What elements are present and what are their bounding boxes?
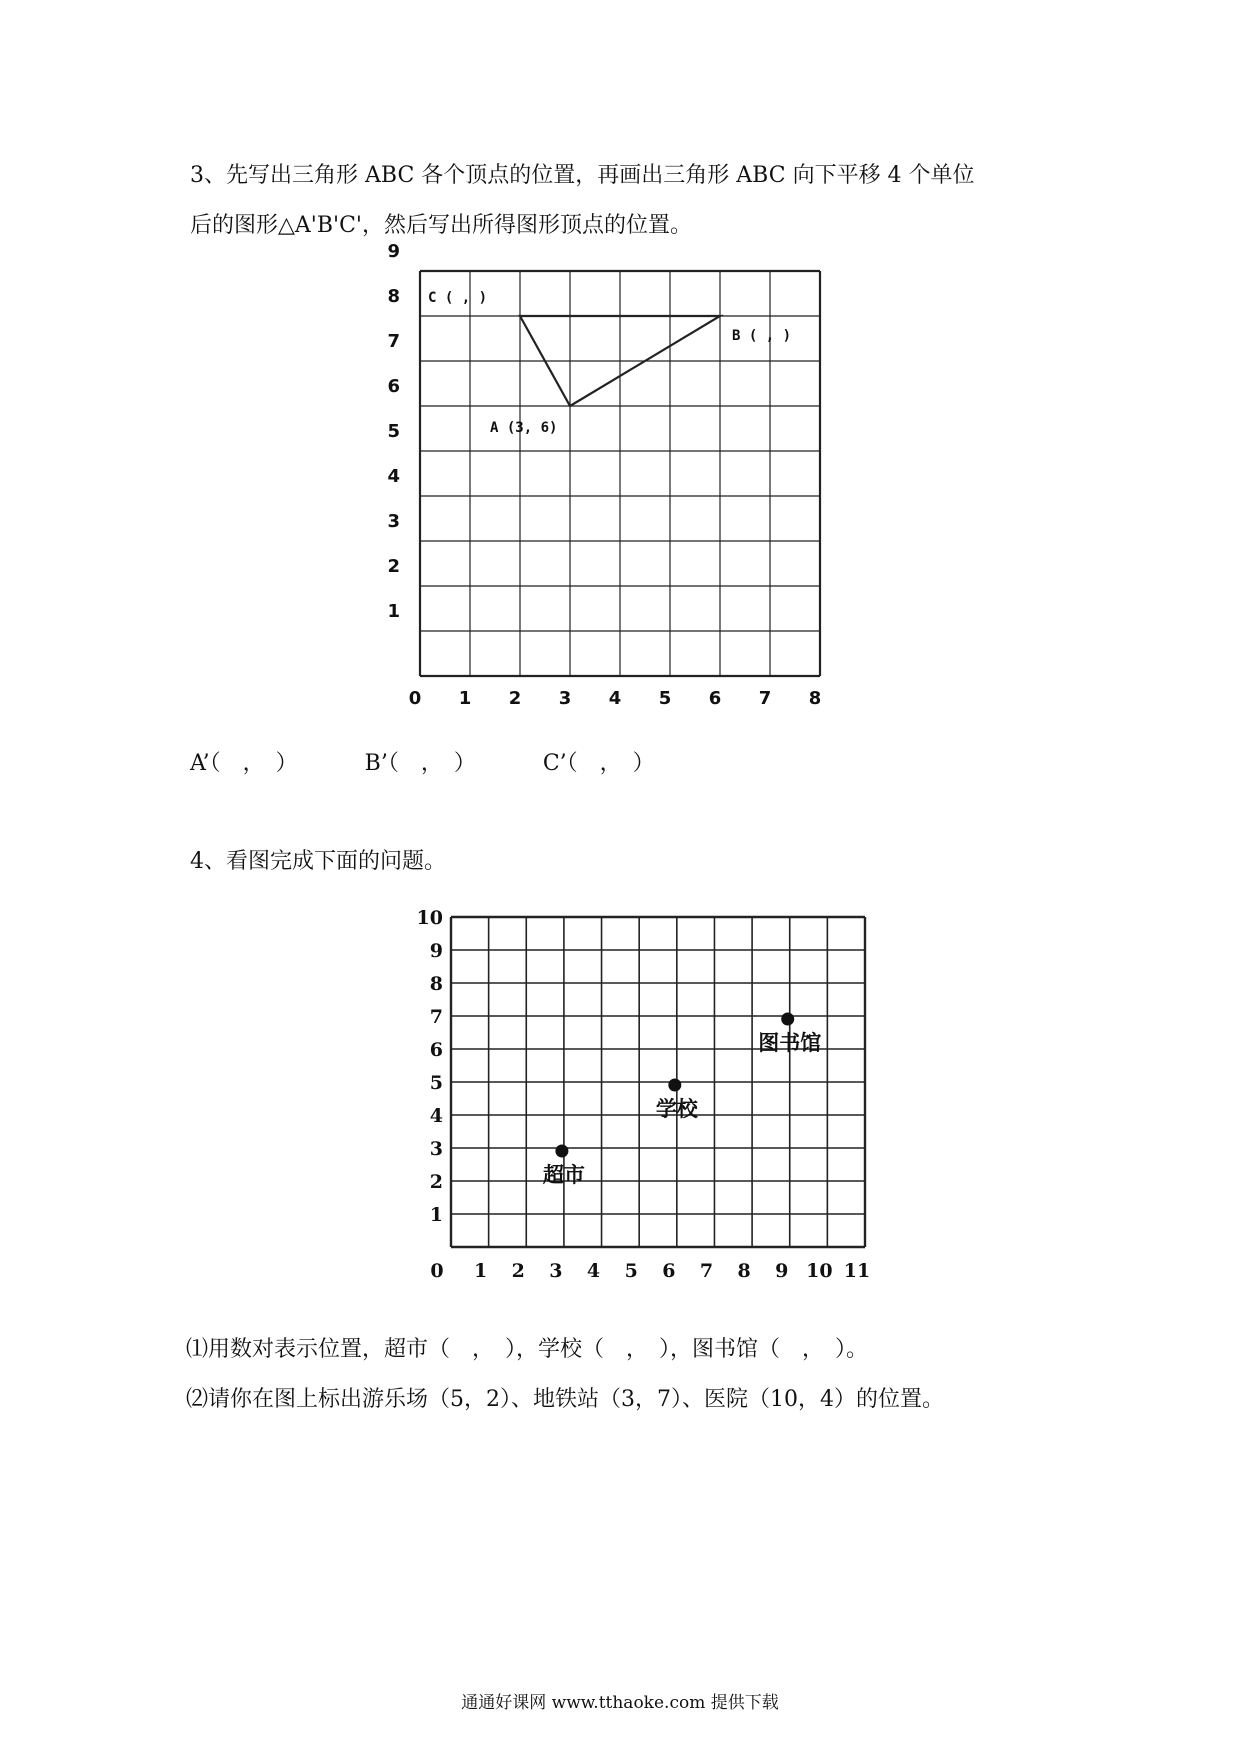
- grid1-x-tick: 1: [458, 688, 472, 709]
- grid2-x-tick: 4: [586, 1260, 601, 1282]
- grid1-y-tick: 1: [387, 601, 400, 622]
- grid1-x-tick: 6: [708, 688, 722, 709]
- grid1-x-tick: 0: [408, 688, 422, 709]
- question-3-text-line-1: 3、先写出三角形 ABC 各个顶点的位置，再画出三角形 ABC 向下平移 4 个单位: [190, 163, 975, 188]
- vertex-label: A (3, 6): [490, 420, 558, 436]
- footer-download-note: 通通好课网 www.tthaoke.com 提供下载: [461, 1693, 779, 1713]
- grid1-y-tick: 3: [387, 511, 400, 532]
- grid2-y-tick: 5: [429, 1072, 443, 1094]
- place-dot: [555, 1145, 568, 1158]
- place-dot: [668, 1079, 681, 1092]
- grid-lines-2: [451, 917, 865, 1247]
- grid1-x-tick: 3: [558, 688, 572, 709]
- grid2-x-tick: 1: [474, 1260, 488, 1282]
- grid2-x-tick: 3: [549, 1260, 563, 1282]
- grid2-x-tick: 8: [737, 1260, 751, 1282]
- grid1-y-tick: 5: [387, 421, 400, 442]
- grid1-y-tick: 7: [387, 331, 400, 352]
- grid1-x-tick: 4: [608, 688, 622, 709]
- grid2-x-tick: 10: [806, 1260, 833, 1282]
- grid1-y-tick: 9: [387, 241, 400, 262]
- place-label: 超市: [542, 1163, 585, 1187]
- answer-c-prime: C’（ ， ）: [542, 751, 655, 776]
- grid1-y-tick: 2: [387, 556, 400, 577]
- grid2-y-tick: 3: [429, 1138, 443, 1160]
- grid2-y-tick: 9: [429, 940, 443, 962]
- place-label: 学校: [655, 1097, 698, 1121]
- grid2-x-tick: 6: [662, 1260, 676, 1282]
- grid1-y-tick: 6: [387, 376, 400, 397]
- answer-b-prime: B’（ ， ）: [364, 751, 476, 776]
- grid2-x-tick: 7: [699, 1260, 714, 1282]
- grid1-x-tick: 8: [808, 688, 822, 709]
- grid1-y-tick: 8: [387, 286, 400, 307]
- grid2-y-tick: 4: [429, 1105, 443, 1127]
- grid1-x-tick: 7: [758, 688, 772, 709]
- grid2-y-tick: 2: [429, 1171, 443, 1193]
- grid2-x-tick: 11: [843, 1260, 871, 1282]
- grid2-x-tick: 5: [624, 1260, 638, 1282]
- question-4-part-2: ⑵请你在图上标出游乐场（5，2）、地铁站（3，7）、医院（10，4）的位置。: [186, 1387, 944, 1412]
- grid2-y-tick: 7: [429, 1006, 443, 1028]
- place-label: 图书馆: [758, 1031, 822, 1055]
- question-3-text-line-2: 后的图形△A'B'C'，然后写出所得图形顶点的位置。: [190, 213, 692, 238]
- grid2-y-tick: 6: [429, 1039, 443, 1061]
- grid2-x-tick: 0: [430, 1260, 444, 1282]
- vertex-label: B ( , ): [732, 328, 792, 344]
- grid2-x-tick: 2: [511, 1260, 525, 1282]
- grid1-x-tick: 5: [658, 688, 672, 709]
- place-dot: [781, 1013, 794, 1026]
- answer-a-prime: A’（ ， ）: [190, 751, 298, 776]
- axis-ticks-2: [417, 907, 871, 1282]
- grid1-x-tick: 2: [508, 688, 522, 709]
- map-places: [543, 1013, 821, 1188]
- grid2-y-tick: 10: [416, 907, 443, 929]
- grid1-y-tick: 4: [387, 466, 400, 487]
- question-4-part-1: ⑴用数对表示位置，超市（ ， ），学校（ ， ），图书馆（ ， ）。: [186, 1337, 869, 1362]
- vertex-label: C ( , ): [428, 290, 488, 306]
- question-4-title: 4、看图完成下面的问题。: [190, 849, 446, 874]
- grid2-y-tick: 8: [429, 973, 443, 995]
- grid2-x-tick: 9: [775, 1260, 789, 1282]
- grid2-y-tick: 1: [429, 1204, 443, 1226]
